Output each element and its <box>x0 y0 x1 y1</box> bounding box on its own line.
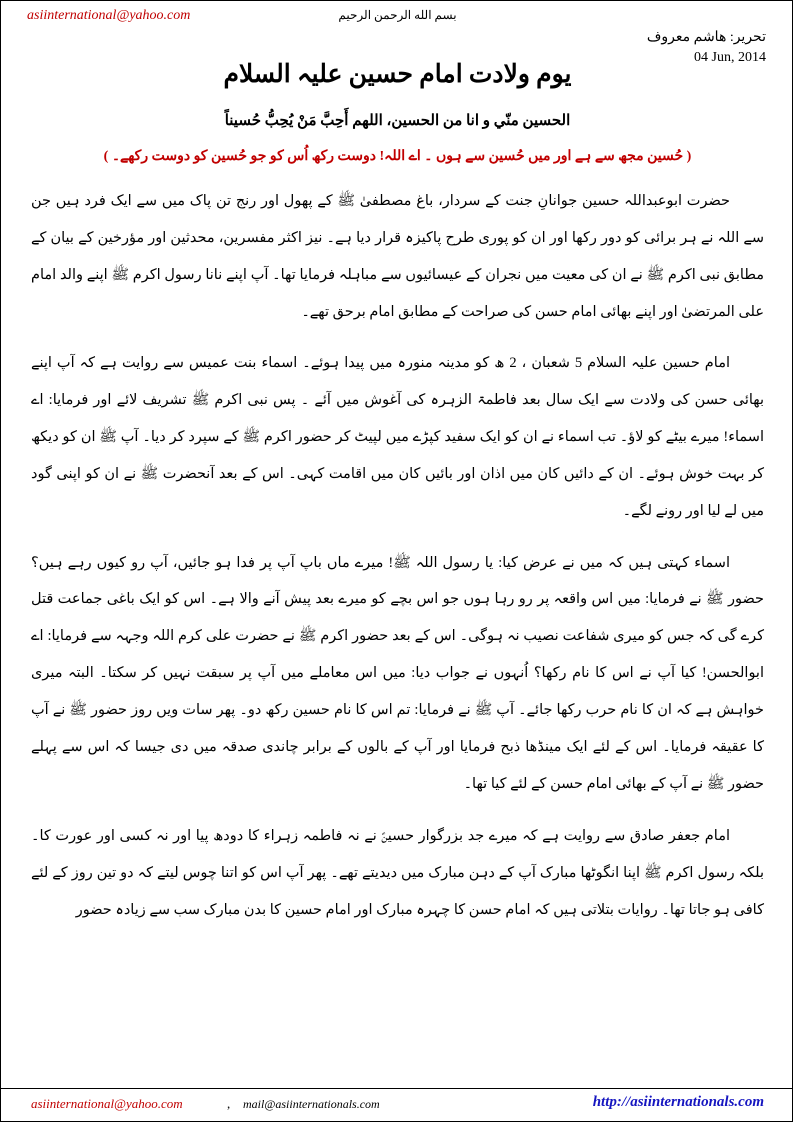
bismillah-text: بسم الله الرحمن الرحيم <box>338 8 457 22</box>
article-paragraph: اسماء کہتی ہیں کہ میں نے عرض کیا: یا رسول اللہ ﷺ! میرے ماں باپ آپ پر فدا ہو جائیں، آپ رو کیوں رہے ہیں؟ حضور ﷺ نے فرمایا: میں اس واقعہ پر رو رہا ہوں جو اس بچے کو میرے بعد پیش آنے والا ہے۔ اس کو ایک باغی جماعت قتل کرے گی کہ جس کو میری شفاعت نصیب نہ ہوگی۔ اس کے بعد حضور اکرم ﷺ نے حضرت علی کرم اللہ وجہہ سے فرمایا: اے ابوالحسن! کیا آپ نے اس کا نام رکھا؟ اُنہوں نے جواب دیا: میں اس معاملے میں آپ پر سبقت نہیں کر سکتا۔ البتہ میری خواہش ہے کہ ان کا نام حرب رکھا جائے۔ آپ ﷺ نے فرمایا: تم اس کا نام حسین رکھ دو۔ پھر سات ویں روز حضور ﷺ نے آپ کا عقیقہ فرمایا۔ اس کے لئے ایک مینڈھا ذبح فرمایا اور آپ کے بالوں کے برابر چاندی صدقہ میں دی جیسا کہ اس سے پہلے حضور ﷺ نے آپ کے بھائی امام حسن کے لئے کیا تھا۔ <box>31 554 764 793</box>
footer-website-link[interactable]: http://asiinternationals.com <box>592 1094 764 1110</box>
hadith-urdu-translation: ( حُسین مجھ سے ہے اور میں حُسین سے ہوں ۔ اے اللہ! دوست رکھ اُس کو جو حُسین کو دوست رکھے۔ ) <box>103 148 692 164</box>
footer-email-secondary[interactable]: mail@asiinternationals.com <box>243 1097 380 1111</box>
page-title: یوم ولادت امام حسین علیہ السلام <box>223 61 572 88</box>
footer-email-primary[interactable]: asiinternational@yahoo.com <box>31 1096 183 1111</box>
article-paragraph: امام جعفر صادق سے روایت ہے کہ میرے جد بزرگوار حسینؑ نے نہ فاطمہ زہراء کا دودھ پیا اور نہ کسی اور عورت کا۔ بلکہ رسول اکرم ﷺ اپنا انگوٹھا مبارک آپ کے دہن مبارک میں دیدیتے تھے۔ پھر آپ اس کو اتنا چوس لیتے کہ دو تین روز کے لئے کافی ہو جاتا تھا۔ روایات بتلاتی ہیں کہ امام حسن کا چہرہ مبارک اور امام حسین کا بدن مبارک سب سے زیادہ حضور <box>31 827 764 918</box>
header-email: asiinternational@yahoo.com <box>27 8 191 23</box>
footer-separator: , <box>227 1096 231 1111</box>
article-body <box>31 109 764 943</box>
article-paragraph: امام حسین علیہ السلام 5 شعبان ، 2 ھ کو مدینہ منورہ میں پیدا ہوئے۔ اسماء بنت عمیس سے روایت ہے کہ آپ اپنے بھائی حسن کی ولادت سے ایک سال بعد فاطمۃ الزہرہ کی آغوش میں آئے ۔ پس نبی اکرم ﷺ تشریف لائے اور فرمایا: اے اسماء! میرے بیٹے کو لاؤ۔ تب اسماء نے ان کو ایک سفید کپڑے میں لپیٹ کر حضور اکرم ﷺ کے سپرد کر دیا۔ آپ ﷺ ان کو دیکھ کر بہت خوش ہوئے۔ ان کے دائیں کان میں اذان اور بائیں کان میں اقامت کہی۔ اس کے بعد آنحضرت ﷺ نے ان کو اپنی گود میں لے لیا اور رونے لگے۔ <box>31 355 764 520</box>
article-paragraph: حضرت ابوعبداللہ حسین جوانانِ جنت کے سردار، باغ مصطفیٰ ﷺ کے پھول اور رنج تن پاک میں سے ایک فرد ہیں جن سے اللہ نے ہر برائی کو دور رکھا اور ان کو پوری طرح پاکیزہ قرار دیا ہے۔ نیز اکثر مفسرین، محدثین اور مؤرخین کے بیان کے مطابق نبی اکرم ﷺ نے ان کی معیت میں نجران کے عیسائیوں سے مباہلہ فرمایا تھا۔ آپ اپنے نانا رسول اکرم ﷺ اپنے والد امام علی المرتضیٰ اور اپنے بھائی امام حسن کی صراحت کے مطابق امام برحق تھے۔ <box>31 192 764 320</box>
publish-date: 04 Jun, 2014 <box>694 50 766 65</box>
page-footer <box>1 1088 793 1121</box>
author-line: تحرير: هاشم معروف <box>646 30 766 45</box>
hadith-arabic: الحسين منّي و انا من الحسين، اللهم أَحِبَّ مَنْ يُحِبُّ حُسيناً <box>224 113 571 129</box>
